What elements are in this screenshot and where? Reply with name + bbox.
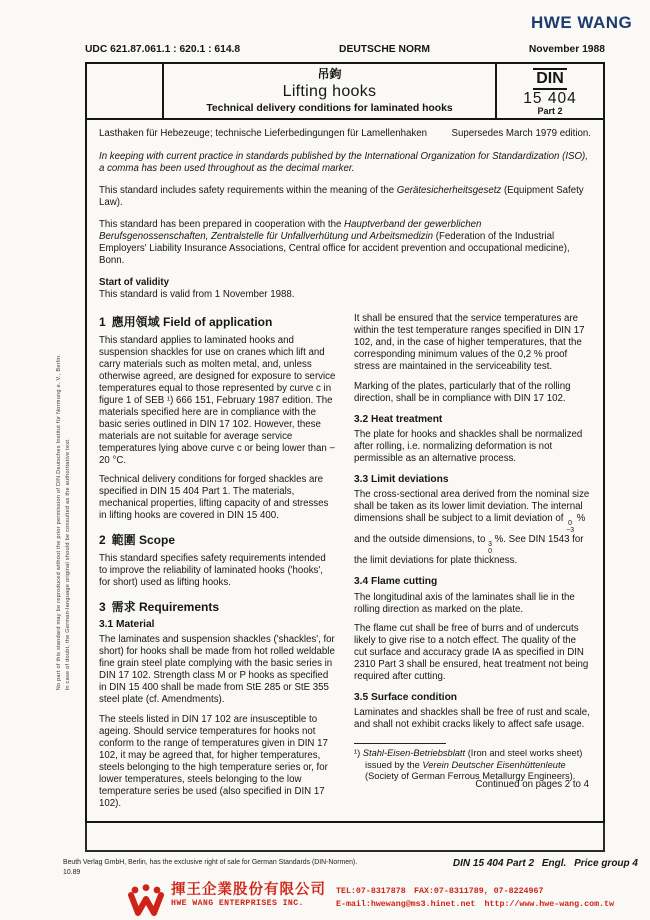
company-contact (336, 885, 614, 912)
limit-deviation-text-b: % and the outside dimensions, to (354, 513, 586, 546)
supersedes-row (99, 128, 591, 140)
company-names (171, 883, 326, 908)
section-2-heading: 2 範圍 Scope (99, 533, 176, 548)
footer (63, 858, 638, 879)
title-chinese: 吊鉤 (317, 67, 342, 81)
cooperation-note (99, 219, 591, 267)
publisher-note (63, 858, 357, 879)
safety-law-text: This standard includes safety requirements within the meaning of the (99, 185, 397, 197)
title-center-cell (164, 64, 495, 118)
section-1-heading: 1 應用領域 Field of application (99, 315, 273, 330)
section-1-paragraph-1: This standard applies to laminated hooks and suspension shackles for use on cranes which lift and carry materials such as molten metal, and, unless otherwise agreed, are designed for exposure to service temperatures equal to those represented by curve c in figure 1 of SEB ¹) 666 151, February 1987 edition. The materials specified here are in compliance with the basic series outlined in DIN 17 102. However, these materials are not suitable for average service temperatures lying above curve c or being lower than − 20 °C. (99, 334, 336, 467)
service-temperature-paragraph: It shall be ensured that the service temperatures are within the test temperature ranges specified in DIN 17 102, and, in the case of higher temperatures, that the corresponding minimum values of the 0,2 % proof stress are maintained in the serviceability test. (354, 313, 585, 373)
marking-paragraph: Marking of the plates, particularly that of the rolling direction, shall be in compliance with DIN 17 102. (354, 380, 571, 404)
brand-wordmark: HWE WANG (531, 13, 633, 32)
title-empty-cell (87, 64, 164, 118)
page-title: Lifting hooks (282, 83, 377, 100)
vertical-copyright-note (56, 232, 71, 690)
page-subtitle: Technical delivery conditions for laminated hooks (206, 103, 453, 114)
copyright-line-2: In case of doubt, the German-language original should be consulted as the authoritative text. (65, 437, 71, 690)
hwewang-crown-logo-icon (127, 884, 165, 916)
company-name-english: HWE WANG ENTERPRISES INC. (171, 898, 304, 908)
section-3-2-paragraph: The plate for hooks and shackles shall be normalized after rolling, i.e. normalizing deformation is not permissible as an alternative process. (354, 428, 583, 464)
udc-number: UDC 621.87.061.1 : 620.1 : 614.8 (85, 44, 241, 55)
company-bar (127, 883, 614, 916)
section-2-paragraph: This standard specifies safety requirements intended to improve the reliability of laminated hooks ('hooks', for short) used as lifting hooks. (99, 552, 326, 588)
company-web-line: E-mail:hwewang@ms3.hinet.net http://www.hwe-wang.com.tw (336, 900, 614, 910)
tolerance-1-lower: −3 (566, 527, 575, 535)
german-title: Lasthaken für Hebezeuge; technische Lieferbedingungen für Lamellenhaken (99, 128, 427, 139)
validity-heading: Start of validity (99, 277, 169, 289)
limit-deviation-text-c: %. See DIN 1543 for the limit deviations for plate thickness. (354, 534, 584, 567)
footnote-rule (354, 743, 446, 744)
section-3-5-heading: 3.5 Surface condition (354, 691, 458, 703)
validity-text: This standard is valid from 1 November 1988. (99, 289, 295, 301)
safety-law-german-term: Gerätesicherheitsgesetz (396, 185, 502, 197)
tolerance-1-upper: 0 (568, 520, 573, 528)
section-3-heading: 3 需求 Requirements (99, 599, 220, 614)
document-body (85, 118, 605, 823)
company-phone-line: TEL:07-8317878 FAX:07-8311789, 07-8224967 (336, 887, 544, 896)
right-column (354, 313, 591, 816)
footnote-text-end: (Society of German Ferrous Metallurgy Engineers). (365, 771, 576, 782)
title-block (85, 62, 605, 120)
section-3-1-paragraph-1: The laminates and suspension shackles ('shackles', for short) for hooks shall be made from hot rolled weldable fine grain steel plate complying with the basic series in DIN 17 102. Strength class M or P hooks as specified in DIN 15 400 shall be made from StE 285 or StE 355 steel plate (cf. Amendments). (99, 634, 335, 706)
cooperation-text: This standard has been prepared in cooperation with the (99, 219, 345, 231)
tolerance-2-lower: 0 (488, 548, 492, 556)
company-name-chinese: 揮王企業股份有限公司 (171, 882, 326, 898)
section-3-4-heading: 3.4 Flame cutting (354, 576, 438, 588)
safety-law-note (99, 185, 591, 209)
limit-deviation-text-a: The cross-sectional area derived from the nominal size shall be taken as its lower limit deviation. The internal dimensions shall be subject to a limit deviation of (354, 489, 590, 525)
section-3-1-heading: 3.1 Material (99, 619, 155, 631)
section-3-4-paragraph-1: The longitudinal axis of the laminates shall lie in the rolling direction as marked on the plate. (354, 591, 575, 615)
publisher-text: Beuth Verlag GmbH, Berlin, has the exclusive right of sale for German Standards (DIN-Normen). (63, 859, 358, 866)
section-3-1-paragraph-2: The steels listed in DIN 17 102 are insusceptible to ageing. Should service temperatures for hooks not conform to the range of temperatures given in DIN 17 102, it may be agreed that, for higher temperatures, steels belonging to the high temperature series or, for lower temperatures, steels belonging to the low temperature series be used (also specified in DIN 17 102). (99, 713, 328, 809)
section-3-3-heading: 3.3 Limit deviations (354, 473, 449, 485)
cooperation-german-term: Hauptverband der gewerblichen Berufsgenossenschaften, Zentralstelle für Unfallverhütung und Arbeitsmedizin (99, 219, 482, 243)
iso-note: In keeping with current practice in standards published by the International Organization for Standardization (ISO), a comma has been used throughout as the decimal marker. (99, 151, 588, 175)
section-3-4-paragraph-2: The flame cut shall be free of burrs and of undercuts likely to give rise to a notch effect. The quality of the cut surface and accuracy grade IA as specified in DIN 2310 Part 3 shall be ensured, heat treatment not being required after cutting. (354, 622, 589, 682)
tolerance-fraction-1 (566, 520, 574, 534)
cooperation-text-end: (Federation of the Industrial Employers' Liability Insurance Associations, Central office for accident prevention and occupational medicine), Bonn. (99, 231, 570, 267)
norm-label: DEUTSCHE NORM (339, 44, 430, 55)
standard-part: Part 2 (537, 106, 563, 117)
two-column-area (99, 313, 591, 816)
section-1-paragraph-2: Technical delivery conditions for forged shackles are specified in DIN 15 404 Part 1. The materials, mechanical properties, lifting capacity of and stresses in lifting hooks are covered in DIN 15 400. (99, 474, 329, 522)
validity-block (99, 277, 591, 301)
footnote-german-term-2: Verein Deutscher Eisenhüttenleute (422, 759, 566, 770)
section-3-2-heading: 3.2 Heat treatment (354, 413, 443, 425)
copyright-line-1: No part of this standard may be reproduced without the prior permission of DIN Deutsches Institut für Normung e. V., Berlin. (56, 353, 62, 690)
footnote (354, 748, 591, 783)
din-logo: DIN (533, 68, 567, 90)
din-designation-cell (495, 64, 603, 118)
empty-strip-box (85, 823, 605, 852)
print-code: 10.89 (63, 869, 81, 877)
safety-law-text-end: (Equipment Safety Law). (99, 185, 584, 209)
standard-number: 15 404 (523, 90, 577, 108)
supersedes-note: Supersedes March 1979 edition. (451, 128, 591, 139)
masthead (85, 44, 605, 55)
continued-note: Continued on pages 2 to 4 (475, 778, 589, 790)
left-column (99, 313, 336, 816)
document-reference: DIN 15 404 Part 2 Engl. Price group 4 (452, 858, 638, 869)
section-3-3-paragraph (354, 489, 591, 567)
footnote-text-mid: (Iron and steel works sheet) issued by the (365, 748, 583, 770)
section-3-5-paragraph: Laminates and shackles shall be free of rust and scale, and shall not exhibit cracks likely to affect safe usage. (354, 707, 590, 731)
tolerance-2-upper: 3 (488, 541, 492, 549)
issue-date: November 1988 (528, 44, 605, 55)
footnote-german-term-1: Stahl-Eisen-Betriebsblatt (362, 748, 466, 759)
footnote-marker: ¹) (354, 748, 363, 759)
